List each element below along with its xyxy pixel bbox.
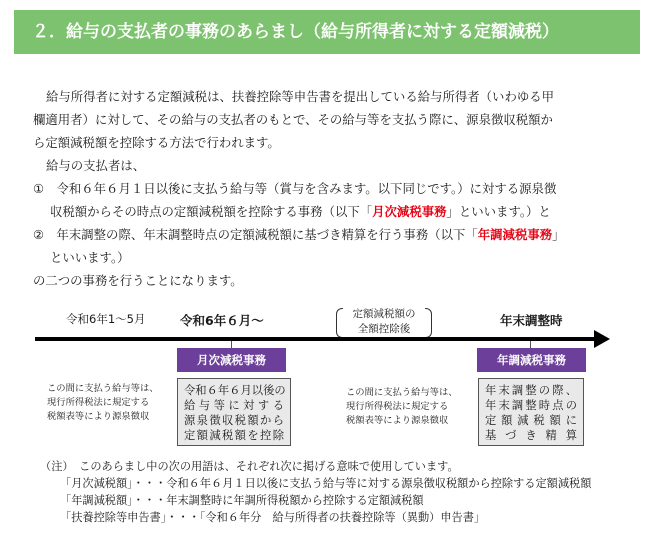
notes-line-monthly: 「月次減税額」・・・令和６年６月１日以後に支払う給与等に対する源泉徴収税額から控除する定額減税額 xyxy=(60,477,592,490)
item-2-line-2: といいます。） xyxy=(50,250,130,265)
monthly-process-box: 令和６年６月以後の 給与等に対する 源泉徴収税額から 定額減税額を控除 xyxy=(177,378,291,446)
section-title-bar xyxy=(14,10,640,54)
annual-process-box: 年末調整の際、 年末調整時点の 定額減税額に 基づき精算 xyxy=(478,378,584,446)
item-1-line-2 xyxy=(50,202,551,222)
monthly-term-highlight: 月次減税事務 xyxy=(372,204,447,219)
conclusion-text: の二つの事務を行うことになります。 xyxy=(33,273,243,288)
intro-line-1: 給与所得者に対する定額減税は、扶養控除等申告書を提出している給与所得者（いわゆる甲 xyxy=(46,89,555,104)
timeline-arrowhead-icon xyxy=(594,330,610,348)
item-1-text-pre: 収税額からその時点の定額減税額を控除する事務（以下「 xyxy=(50,204,373,219)
period-label-june: 令和6年６月～ xyxy=(180,313,264,328)
annual-process-tag: 年調減税事務 xyxy=(477,348,586,372)
note-before-june: この間に支払う給与等は、 現行所得税法に規定する 税額表等により源泉徴収 xyxy=(47,383,159,422)
notes-heading: （注） このあらまし中の次の用語は、それぞれ次に掲げる意味で使用しています。 xyxy=(40,460,459,473)
item-1-text-post: 」といいます。）と xyxy=(446,204,551,219)
notes-line-declaration: 「扶養控除等申告書」・・・「令和６年分 給与所得者の扶養控除等（異動）申告書」 xyxy=(60,511,486,524)
notes-line-annual: 「年調減税額」・・・年末調整時に年調所得税額から控除する定額減税額 xyxy=(60,494,424,507)
note-after-full-deduction: この間に支払う給与等は、 現行所得税法に規定する 税額表等により源泉徴収 xyxy=(346,387,458,426)
annual-term-highlight: 年調減税事務 xyxy=(477,227,553,242)
timeline-axis xyxy=(35,337,597,341)
intro-line-2: 欄適用者）に対して、その給与の支払者のもとで、その給与等を支払う際に、源泉徴収税額か xyxy=(33,112,553,127)
intro-line-4: 給与の支払者は、 xyxy=(46,158,146,173)
after-full-deduction-label xyxy=(336,307,432,339)
item-2-text-post: 」 xyxy=(552,227,565,242)
monthly-process-tag: 月次減税事務 xyxy=(177,348,286,372)
intro-line-3: ら定額減税額を控除する方法で行われます。 xyxy=(33,135,280,150)
item-1-line-1: ① 令和６年６月１日以後に支払う給与等（賞与を含みます。以下同じです。）に対する源泉徴 xyxy=(33,181,557,196)
item-2-line-1 xyxy=(33,225,565,245)
section-title: ２．給与の支払者の事務のあらまし（給与所得者に対する定額減税） xyxy=(32,22,559,42)
after-full-deduction-text: 定額減税額の 全額控除後 xyxy=(352,308,416,335)
period-label-year-end: 年末調整時 xyxy=(500,313,563,328)
item-2-text-pre: ② 年末調整の際、年末調整時点の定額減税額に基づき精算を行う事務（以下「 xyxy=(33,227,478,242)
period-label-jan-may: 令和6年1～5月 xyxy=(66,312,146,326)
